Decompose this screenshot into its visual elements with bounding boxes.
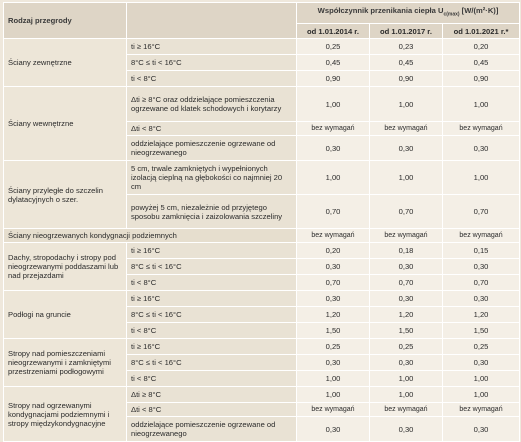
cell-value: 1,00 — [297, 371, 369, 386]
cell-value: 1,20 — [370, 307, 442, 322]
group-ceilings-heated: Stropy nad ogrzewanymi kondygnacjami podziemnymi i stropy międzykondygnacyjne — [4, 387, 126, 441]
row-condition: ti ≥ 16°C — [127, 243, 296, 258]
group-external-walls: Ściany zewnętrzne — [4, 39, 126, 86]
row-condition: ti ≥ 16°C — [127, 339, 296, 354]
header-u-label: Współczynnik przenikania ciepła U — [317, 6, 444, 16]
cell-value: 0,70 — [297, 195, 369, 228]
cell-value: 1,20 — [443, 307, 519, 322]
cell-value: 0,30 — [370, 136, 442, 160]
cell-value: 0,45 — [443, 55, 519, 70]
cell-value: 1,00 — [370, 161, 442, 194]
cell-value: bez wymagań — [297, 403, 369, 416]
cell-value: 0,20 — [297, 243, 369, 258]
row-condition: oddzielające pomieszczenie ogrzewane od nieogrzewanego — [127, 136, 296, 160]
group-roofs: Dachy, stropodachy i stropy pod nieogrzewanymi poddaszami lub nad przejazdami — [4, 243, 126, 290]
cell-value: bez wymagań — [297, 122, 369, 135]
header-date-2021: od 1.01.2021 r.* — [443, 24, 519, 38]
row-condition: Δti < 8°C — [127, 403, 296, 416]
cell-value: 0,30 — [297, 291, 369, 306]
cell-value: 0,30 — [297, 259, 369, 274]
header-condition — [127, 3, 296, 38]
row-condition: Δti ≥ 8°C oraz oddzielające pomieszczenia ogrzewane od klatek schodowych i korytarzy — [127, 87, 296, 121]
cell-value: 0,15 — [443, 243, 519, 258]
cell-value: 0,45 — [370, 55, 442, 70]
row-condition: ti < 8°C — [127, 71, 296, 86]
row-condition: ti ≥ 16°C — [127, 39, 296, 54]
cell-value: 1,50 — [297, 323, 369, 338]
cell-value: bez wymagań — [370, 122, 442, 135]
row-condition: Δti < 8°C — [127, 122, 296, 135]
row-condition: ti < 8°C — [127, 275, 296, 290]
header-u-coefficient — [297, 3, 519, 23]
row-condition: powyżej 5 cm, niezależnie od przyjętego sposobu zamknięcia i zaizolowania szczeliny — [127, 195, 296, 228]
header-date-2014: od 1.01.2014 r. — [297, 24, 369, 38]
cell-value: 0,18 — [370, 243, 442, 258]
cell-value: bez wymagań — [443, 229, 519, 242]
cell-value: 0,30 — [297, 355, 369, 370]
header-u-sub: c(max) — [443, 11, 460, 18]
row-condition: 5 cm, trwale zamkniętych i wypełnionych izolacją cieplną na głębokości co najmniej 20 cm — [127, 161, 296, 194]
cell-value: 0,70 — [297, 275, 369, 290]
row-condition: ti ≥ 16°C — [127, 291, 296, 306]
cell-value: 0,23 — [370, 39, 442, 54]
cell-value: 0,25 — [443, 339, 519, 354]
row-condition: ti < 8°C — [127, 323, 296, 338]
cell-value: 0,30 — [297, 136, 369, 160]
cell-value: bez wymagań — [370, 229, 442, 242]
header-u-unit: [W/(m²·K)] — [459, 6, 499, 16]
cell-value: 0,25 — [370, 339, 442, 354]
group-internal-walls: Ściany wewnętrzne — [4, 87, 126, 160]
cell-value: 0,90 — [370, 71, 442, 86]
cell-value: bez wymagań — [443, 122, 519, 135]
cell-value: 1,00 — [370, 371, 442, 386]
cell-value: 0,30 — [443, 136, 519, 160]
cell-value: 0,30 — [370, 417, 442, 441]
cell-value: 0,70 — [370, 195, 442, 228]
cell-value: 0,25 — [297, 39, 369, 54]
group-dilation-walls: Ściany przyległe do szczelin dylatacyjnych o szer. — [4, 161, 126, 228]
cell-value: bez wymagań — [297, 229, 369, 242]
cell-value: 0,30 — [443, 417, 519, 441]
cell-value: 1,00 — [297, 87, 369, 121]
cell-value: 0,70 — [443, 195, 519, 228]
cell-value: 1,00 — [443, 161, 519, 194]
cell-value: 1,00 — [370, 87, 442, 121]
cell-value: bez wymagań — [443, 403, 519, 416]
row-condition: Δti ≥ 8°C — [127, 387, 296, 402]
row-condition: 8°C ≤ ti < 16°C — [127, 55, 296, 70]
row-condition: 8°C ≤ ti < 16°C — [127, 307, 296, 322]
cell-value: 0,70 — [370, 275, 442, 290]
cell-value: 1,00 — [443, 87, 519, 121]
cell-value: 0,20 — [443, 39, 519, 54]
row-condition: 8°C ≤ ti < 16°C — [127, 355, 296, 370]
cell-value: 1,00 — [297, 387, 369, 402]
cell-value: 0,30 — [370, 291, 442, 306]
cell-value: 0,25 — [297, 339, 369, 354]
row-condition: oddzielające pomieszczenie ogrzewane od nieogrzewanego — [127, 417, 296, 441]
cell-value: 0,30 — [443, 355, 519, 370]
cell-value: 1,50 — [443, 323, 519, 338]
group-ground-floors: Podłogi na gruncie — [4, 291, 126, 338]
cell-value: 1,20 — [297, 307, 369, 322]
cell-value: 1,00 — [297, 161, 369, 194]
header-type: Rodzaj przegrody — [4, 3, 126, 38]
cell-value: 0,30 — [370, 355, 442, 370]
cell-value: 1,00 — [370, 387, 442, 402]
cell-value: 0,30 — [443, 291, 519, 306]
row-condition: ti < 8°C — [127, 371, 296, 386]
cell-value: 1,50 — [370, 323, 442, 338]
heat-transfer-table — [3, 2, 520, 442]
cell-value: 0,30 — [443, 259, 519, 274]
group-unheated-basement-walls: Ściany nieogrzewanych kondygnacji podziemnych — [4, 229, 296, 242]
cell-value: 1,00 — [443, 371, 519, 386]
cell-value: 0,70 — [443, 275, 519, 290]
header-date-2017: od 1.01.2017 r. — [370, 24, 442, 38]
cell-value: 1,00 — [443, 387, 519, 402]
group-ceilings-unheated: Stropy nad pomieszczeniami nieogrzewanymi i zamkniętymi przestrzeniami podłogowymi — [4, 339, 126, 386]
cell-value: 0,30 — [370, 259, 442, 274]
cell-value: 0,90 — [297, 71, 369, 86]
cell-value: bez wymagań — [370, 403, 442, 416]
cell-value: 0,90 — [443, 71, 519, 86]
row-condition: 8°C ≤ ti < 16°C — [127, 259, 296, 274]
cell-value: 0,45 — [297, 55, 369, 70]
cell-value: 0,30 — [297, 417, 369, 441]
